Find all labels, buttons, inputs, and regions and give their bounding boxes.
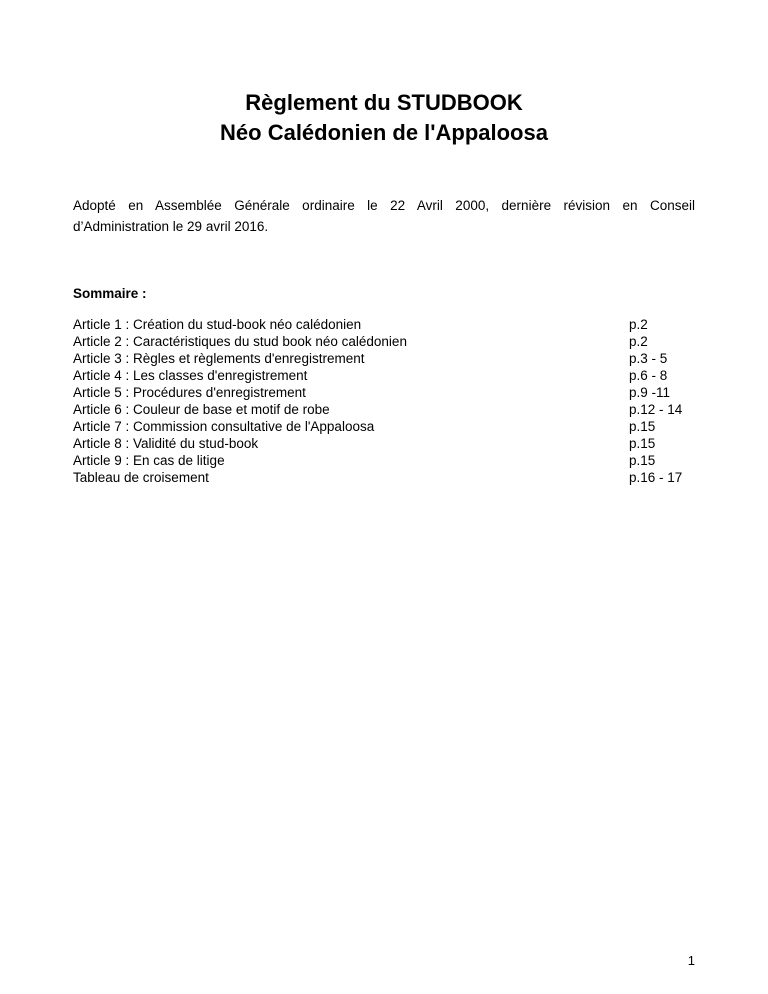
toc-entry-title: Tableau de croisement [73,470,209,485]
intro-paragraph [73,195,695,237]
toc-entry-title: Article 5 : Procédures d'enregistrement [73,385,306,400]
toc-row [73,350,693,367]
toc-row [73,452,693,469]
toc-entry-page: p.12 - 14 [629,402,683,417]
toc-entry-page: p.15 [629,419,656,434]
toc-row [73,333,693,350]
toc-row [73,316,693,333]
toc-entry-page: p.15 [629,436,656,451]
toc-entry-title: Article 2 : Caractéristiques du stud book néo calédonien [73,334,407,349]
toc-entry-title: Article 7 : Commission consultative de l'Appaloosa [73,419,375,434]
table-of-contents [73,316,693,486]
summary-heading: Sommaire : [73,286,147,301]
toc-row [73,469,693,486]
toc-entry-title: Article 1 : Création du stud-book néo calédonien [73,317,362,332]
toc-entry-title: Article 9 : En cas de litige [73,453,225,468]
toc-row [73,401,693,418]
toc-entry-page: p.15 [629,453,656,468]
toc-row [73,435,693,452]
toc-entry-page: p.6 - 8 [629,368,668,383]
intro-line-2: d’Administration le 29 avril 2016. [73,219,269,234]
toc-row [73,367,693,384]
toc-entry-page: p.9 -11 [629,385,671,400]
toc-row [73,384,693,401]
document-title-line-1: Règlement du STUDBOOK [245,90,523,115]
toc-entry-page: p.2 [629,334,648,349]
page-number: 1 [687,953,695,968]
toc-entry-title: Article 8 : Validité du stud-book [73,436,259,451]
toc-entry-page: p.2 [629,317,648,332]
document-title-line-2: Néo Calédonien de l'Appaloosa [220,120,548,145]
toc-entry-title: Article 6 : Couleur de base et motif de robe [73,402,330,417]
toc-entry-title: Article 4 : Les classes d'enregistrement [73,368,308,383]
toc-entry-page: p.3 - 5 [629,351,668,366]
intro-line-1: Adopté en Assemblée Générale ordinaire le 22 Avril 2000, dernière révision en Conseil [73,198,695,213]
toc-entry-page: p.16 - 17 [629,470,683,485]
toc-entry-title: Article 3 : Règles et règlements d'enregistrement [73,351,365,366]
toc-row [73,418,693,435]
